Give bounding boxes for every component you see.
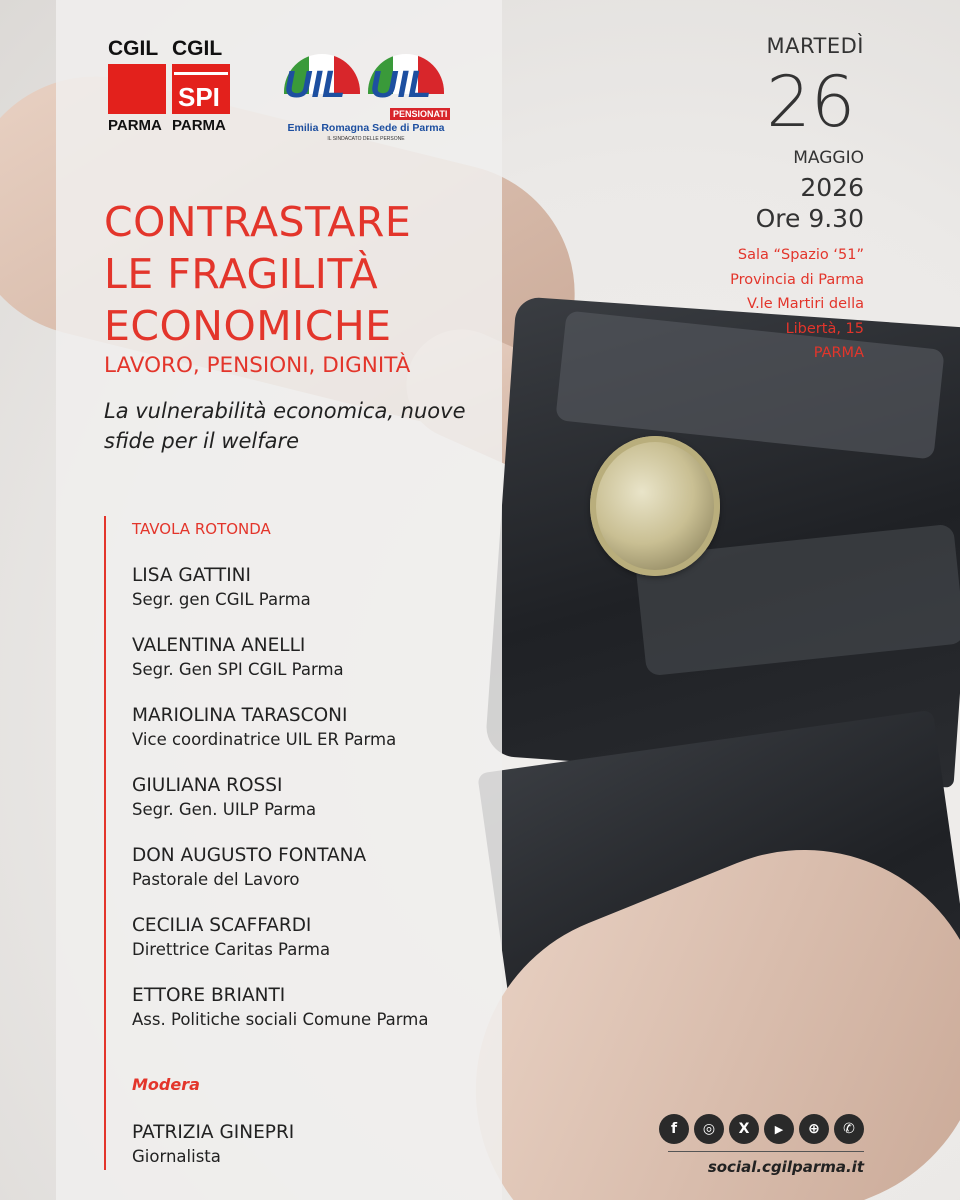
- venue-line: Sala “Spazio ‘51”: [737, 247, 864, 263]
- speaker-name: VALENTINA ANELLI: [132, 635, 306, 656]
- cgil-spi-logo: [108, 38, 232, 134]
- event-date: [756, 32, 864, 234]
- youtube-icon[interactable]: ▶: [764, 1114, 794, 1144]
- speaker-item: [132, 983, 432, 1032]
- spi-logo-word: SPI: [178, 82, 220, 112]
- title-line-1: CONTRASTARE: [104, 198, 412, 246]
- event-venue: [604, 243, 864, 366]
- speaker-role: Segr. Gen. UILP Parma: [132, 800, 317, 819]
- web-icon[interactable]: ⊕: [799, 1114, 829, 1144]
- event-time: Ore 9.30: [755, 204, 864, 233]
- uil-logo-word: UIL: [284, 64, 346, 106]
- uil-logo: [278, 50, 454, 144]
- speaker-name: LISA GATTINI: [132, 565, 251, 586]
- moderator-label: Modera: [132, 1075, 200, 1094]
- moderator-item: [132, 1120, 462, 1169]
- event-weekday: MARTEDÌ: [766, 34, 864, 58]
- speaker-name: MARIOLINA TARASCONI: [132, 705, 348, 726]
- cgil-spi-logo-word: CGIL: [172, 37, 223, 60]
- speaker-item: [132, 913, 462, 962]
- instagram-icon[interactable]: ◎: [694, 1114, 724, 1144]
- facebook-icon[interactable]: f: [659, 1114, 689, 1144]
- cgil-red-block: [108, 64, 166, 114]
- event-day: 26: [766, 61, 856, 143]
- speaker-role: Ass. Politiche sociali Comune Parma: [132, 1010, 429, 1029]
- speaker-role: Segr. Gen SPI CGIL Parma: [132, 660, 344, 679]
- speaker-role: Pastorale del Lavoro: [132, 870, 300, 889]
- social-icons: [659, 1114, 864, 1144]
- uil-tagline: IL SINDACATO DELLE PERSONE: [327, 136, 405, 142]
- venue-line: PARMA: [813, 345, 864, 361]
- speaker-item: [132, 703, 462, 752]
- speaker-name: DON AUGUSTO FONTANA: [132, 845, 367, 866]
- cgil-logo-word: CGIL: [108, 37, 159, 60]
- speaker-role: Direttrice Caritas Parma: [132, 940, 331, 959]
- speaker-item: [132, 843, 462, 892]
- speaker-role: Segr. gen CGIL Parma: [132, 590, 311, 609]
- moderator-role: Giornalista: [132, 1147, 221, 1166]
- whatsapp-icon[interactable]: ✆: [834, 1114, 864, 1144]
- venue-line: Libertà, 15: [785, 320, 864, 337]
- event-lead: La vulnerabilità economica, nuove sfide per il welfare: [104, 399, 466, 453]
- speaker-role: Vice coordinatrice UIL ER Parma: [132, 730, 397, 749]
- section-label: TAVOLA ROTONDA: [132, 520, 271, 538]
- spi-white-bar: [174, 72, 228, 75]
- social-url-link[interactable]: social.cgilparma.it: [707, 1158, 864, 1176]
- venue-line: V.le Martiri della: [747, 296, 864, 312]
- speaker-item: [132, 563, 462, 612]
- speaker-name: ETTORE BRIANTI: [132, 985, 286, 1006]
- social-divider: [668, 1151, 864, 1152]
- event-month: MAGGIO: [793, 148, 864, 168]
- venue-line: Provincia di Parma: [730, 271, 864, 288]
- uil-pensionati-logo-word: UIL: [370, 64, 432, 106]
- uil-pensionati-label: PENSIONATI: [390, 108, 450, 120]
- x-icon[interactable]: X: [729, 1114, 759, 1144]
- cgil-city: PARMA: [108, 117, 162, 134]
- speakers-divider: [104, 516, 106, 1170]
- uil-caption: Emilia Romagna Sede di Parma: [287, 122, 445, 134]
- speaker-name: CECILIA SCAFFARDI: [132, 915, 312, 936]
- speaker-item: [132, 773, 462, 822]
- event-year: 2026: [800, 173, 864, 202]
- euro-coin: [590, 436, 720, 576]
- title-subtitle: LAVORO, PENSIONI, DIGNITÀ: [104, 353, 411, 378]
- spi-city: PARMA: [172, 117, 226, 134]
- speaker-item: [132, 633, 462, 682]
- title-line-2: LE FRAGILITÀ: [104, 250, 379, 298]
- moderator-name: PATRIZIA GINEPRI: [132, 1122, 295, 1143]
- speaker-name: GIULIANA ROSSI: [132, 775, 283, 796]
- event-title: [104, 196, 411, 380]
- title-line-3: ECONOMICHE: [104, 302, 392, 350]
